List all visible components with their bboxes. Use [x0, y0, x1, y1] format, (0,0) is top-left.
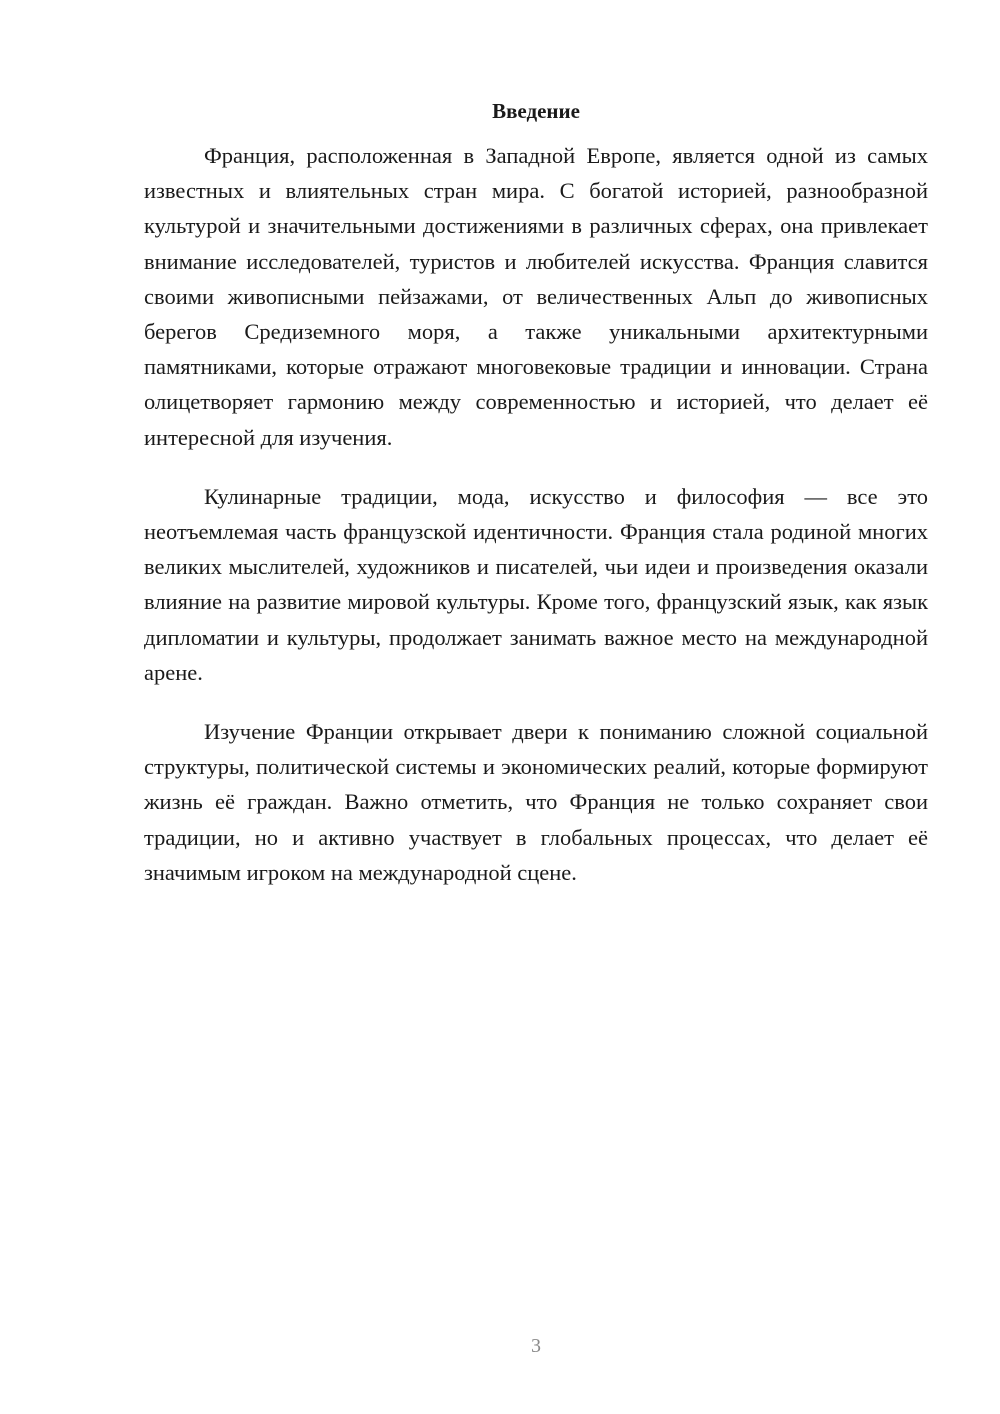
paragraph-3: Изучение Франции открывает двери к пониманию сложной социальной структуры, политической системы и экономических реалий, которые формируют жизнь её граждан. Важно отметить, что Франция не только сохраняет свои традиции, но и активно участвует в глобальных процессах, что делает её значимым игроком на международной сцене.	[144, 719, 928, 885]
section-title: Введение	[492, 99, 580, 123]
page-number: 3	[531, 1335, 541, 1357]
paragraph-2: Кулинарные традиции, мода, искусство и философия — все это неотъемлемая часть французской идентичности. Франция стала родиной многих великих мыслителей, художников и писателей, чьи идеи и произведения оказали влияние на развитие мировой культуры. Кроме того, французский язык, как язык дипломатии и культуры, продолжает занимать важное место на международной арене.	[144, 483, 928, 685]
paragraph-1: Франция, расположенная в Западной Европе, является одной из самых известных и влиятельных стран мира. С богатой историей, разнообразной культурой и значительными достижениями в различных сферах, она привлекает внимание исследователей, туристов и любителей искусства. Франция славится своими живописными пейзажами, от величественных Альп до живописных берегов Средиземного моря, а также уникальными архитектурными памятниками, которые отражают многовековые традиции и инновации. Страна олицетворяет гармонию между современностью и историей, что делает её интересной для изучения.	[144, 143, 928, 450]
page-content	[144, 96, 928, 914]
